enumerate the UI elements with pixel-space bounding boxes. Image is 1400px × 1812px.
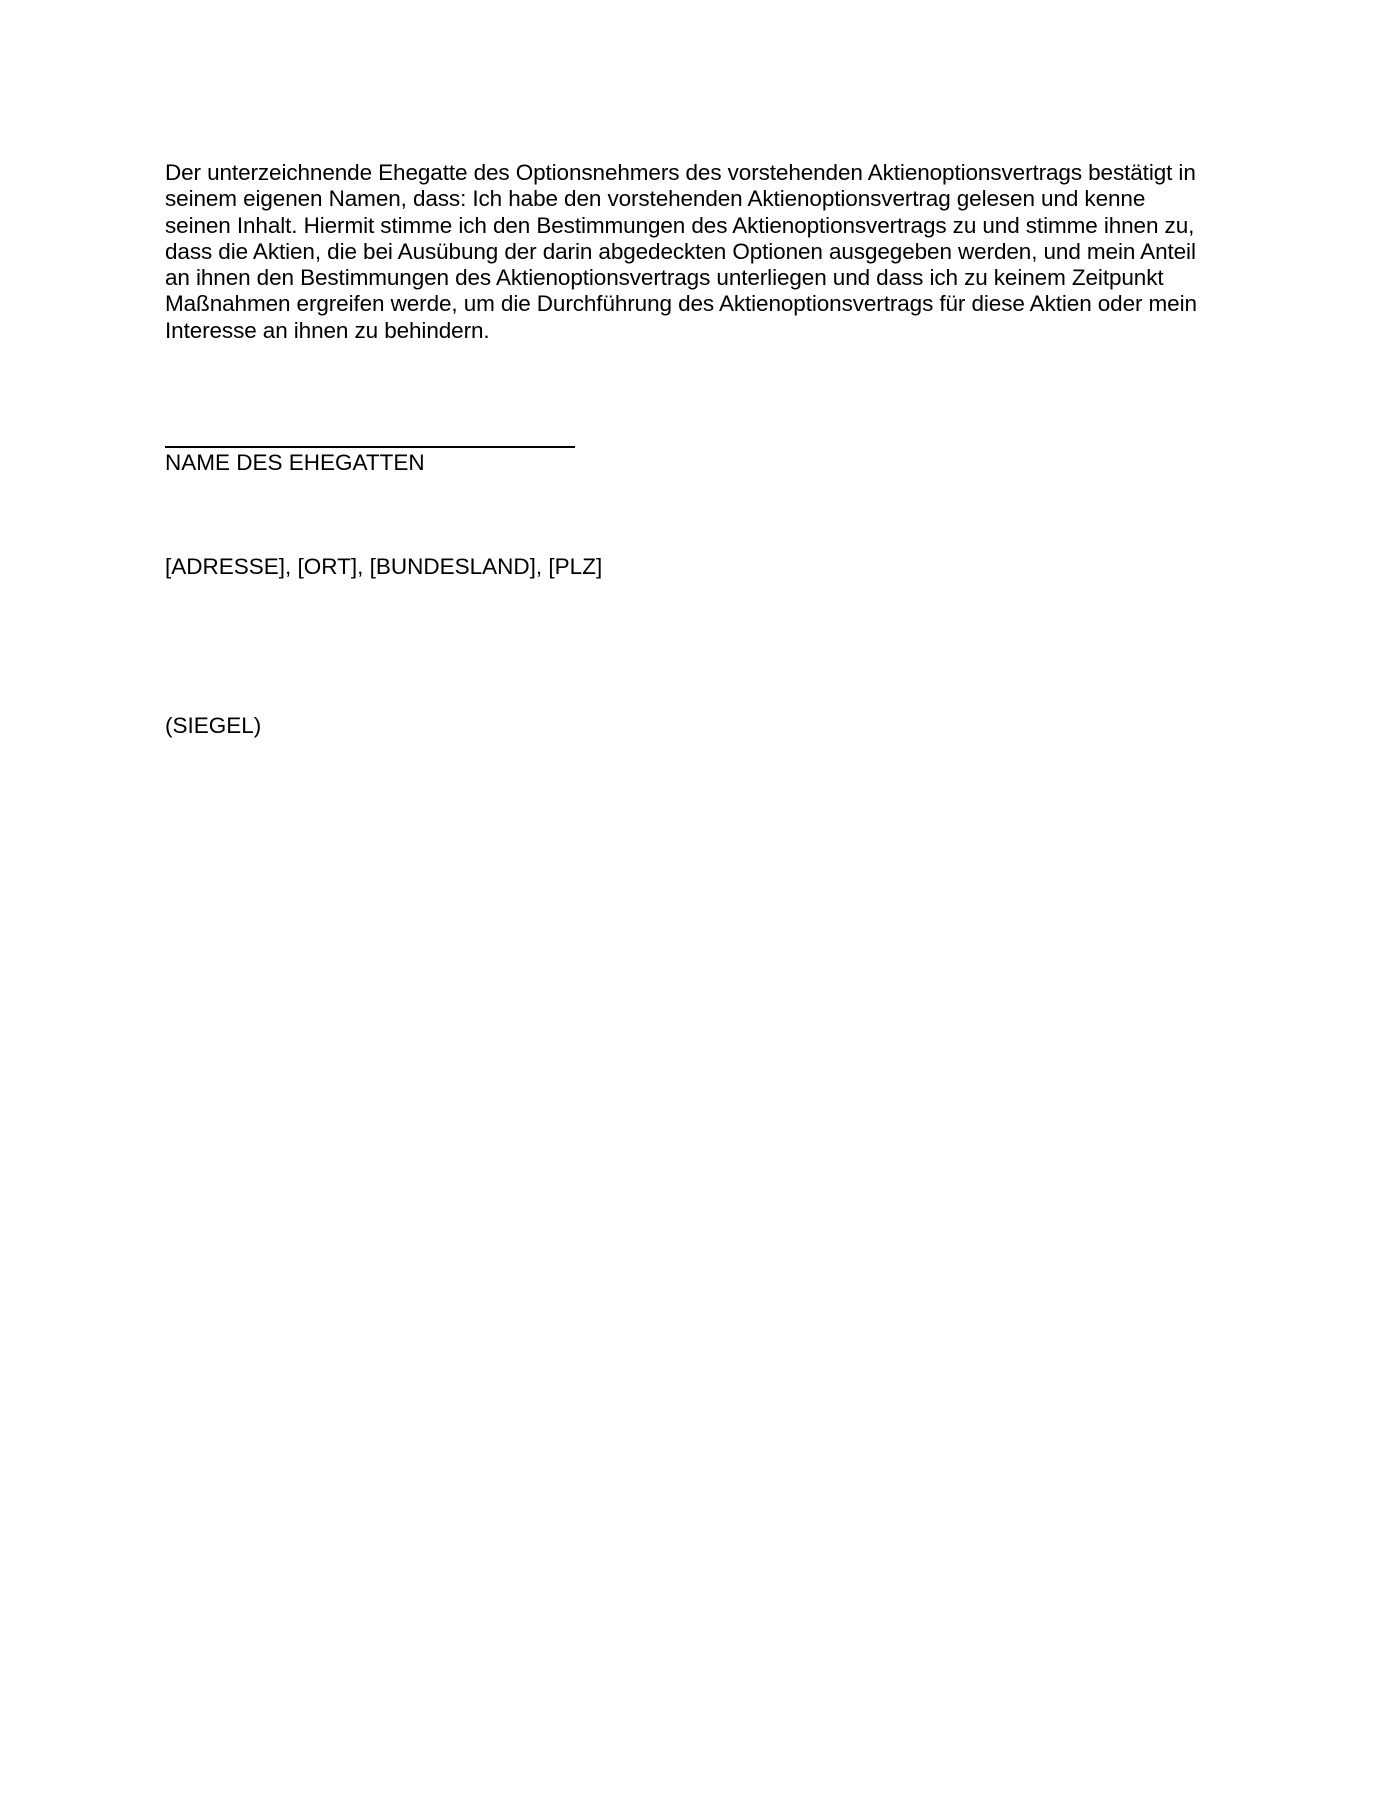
consent-text-block	[165, 160, 1235, 344]
signature-block	[165, 446, 575, 476]
seal-placeholder: (SIEGEL)	[165, 713, 262, 738]
paragraph-line: dass die Aktien, die bei Ausübung der darin abgedeckten Optionen ausgegeben werden, und mein Anteil	[165, 238, 1196, 264]
address-placeholder: [ADRESSE], [ORT], [BUNDESLAND], [PLZ]	[165, 554, 603, 579]
paragraph-line: seinen Inhalt. Hiermit stimme ich den Bestimmungen des Aktienoptionsvertrags zu und stimme ihnen zu,	[165, 212, 1195, 238]
paragraph-line: seinem eigenen Namen, dass: Ich habe den vorstehenden Aktienoptionsvertrag gelesen und kenne	[165, 186, 1146, 212]
paragraph-line: Der unterzeichnende Ehegatte des Optionsnehmers des vorstehenden Aktienoptionsvertrags bestätigt in	[165, 160, 1196, 185]
spouse-consent-paragraph	[165, 160, 1235, 344]
paragraph-line: Interesse an ihnen zu behindern.	[165, 317, 490, 343]
paragraph-line: an ihnen den Bestimmungen des Aktienoptionsvertrags unterliegen und dass ich zu keinem Zeitpunkt	[165, 265, 1164, 291]
spouse-name-label: NAME DES EHEGATTEN	[165, 450, 425, 475]
paragraph-line: Maßnahmen ergreifen werde, um die Durchführung des Aktienoptionsvertrags für diese Aktien oder mein	[165, 291, 1197, 317]
signature-line	[165, 446, 575, 448]
